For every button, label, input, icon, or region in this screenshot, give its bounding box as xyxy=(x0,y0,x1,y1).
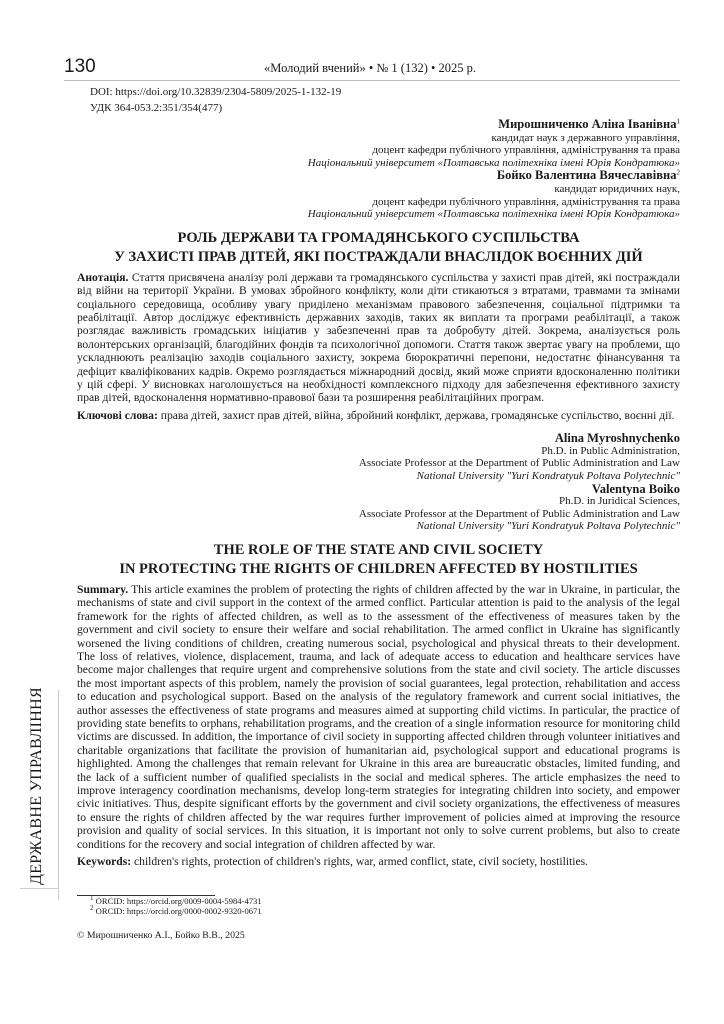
copyright: © Мирошниченко А.І., Бойко В.В., 2025 xyxy=(77,929,245,941)
section-divider xyxy=(58,690,59,900)
footnote[interactable]: $^2$ ORCID: https://orcid.org/0000-0002-9320-0671 xyxy=(90,903,262,916)
summary-en xyxy=(77,583,680,851)
author-name: Бойко Валентина Вячеславівна$^2$ xyxy=(496,168,680,183)
summary-label: Summary. xyxy=(77,582,129,596)
authors-ua xyxy=(77,118,680,221)
journal-header: «Молодий вчений» • № 1 (132) • 2025 р. xyxy=(264,61,476,75)
abstract-text: Стаття присвячена аналізу ролі держави та громадянського суспільства у захисті прав дітей, які постраждали від війни на території України. В умовах збройного конфлікту, коли діти стикаються з втратами, травмами та змінами соціального середовища, особливу увагу приділено механізмам правового забезпечення, соціальної підтримки та реабілітації. Автор досліджує ефективність державних заходів, таких як виплати та програми реабілітації, а також розглядає важливість громадських ініціатив у забезпеченні прав та добробуту дітей. Зокрема, аналізується роль волонтерських організацій, благодійних фондів та психологічної допомоги. Стаття також звертає увагу на проблеми, що ускладнюють реалізацію заходів соціального захисту, зокрема бюрократичні перепони, недостатнє фінансування та дефіцит кваліфікованих кадрів. Окремо розглядається міжнародний досвід, який може сприяти вдосконаленню політики у цій сфері. У висновках наголошується на необхідності комплексного підходу для забезпечення ефективного захисту прав дітей, вдосконалення нормативно-правової бази та розширення реабілітаційних програм. xyxy=(77,270,680,405)
section-divider xyxy=(20,888,58,889)
author-position: доцент кафедри публічного управління, адміністрування та права xyxy=(372,195,680,208)
article-title-en xyxy=(77,541,680,579)
authors-en xyxy=(77,432,680,533)
author-degree: кандидат наук з державного управління, xyxy=(491,131,680,144)
keywords-ua xyxy=(77,409,680,422)
title-line: РОЛЬ ДЕРЖАВИ ТА ГРОМАДЯНСЬКОГО СУСПІЛЬСТВА xyxy=(177,229,580,246)
keywords-text: children's rights, protection of children's rights, war, armed conflict, state, civil society, hostilities. xyxy=(131,855,589,869)
abstract-ua xyxy=(77,271,680,405)
author-degree: Ph.D. in Juridical Sciences, xyxy=(559,495,680,508)
author-degree: Ph.D. in Public Administration, xyxy=(541,444,680,457)
keywords-text: права дітей, захист прав дітей, війна, збройний конфлікт, держава, громадянське суспільство, воєнні дії. xyxy=(157,408,675,422)
author-position: Associate Professor at the Department of Public Administration and Law xyxy=(358,507,680,520)
article-body xyxy=(77,84,680,951)
author-position: Associate Professor at the Department of Public Administration and Law xyxy=(358,457,680,470)
author-affiliation: Національний університет «Полтавська політехніка імені Юрія Кондратюка» xyxy=(307,208,680,221)
title-line: THE ROLE OF THE STATE AND CIVIL SOCIETY xyxy=(213,541,544,558)
author-position: доцент кафедри публічного управління, адміністрування та права xyxy=(372,144,680,157)
author-affiliation: National University "Yuri Kondratyuk Poltava Polytechnic" xyxy=(416,470,680,482)
udk-code: УДК 364-053.2:351/354(477) xyxy=(90,102,223,114)
page-number: 130 xyxy=(64,56,96,77)
title-line: У ЗАХИСТІ ПРАВ ДІТЕЙ, ЯКІ ПОСТРАЖДАЛИ ВНАСЛІДОК ВОЄННИХ ДІЙ xyxy=(114,248,643,265)
keywords-label: Ключові слова: xyxy=(77,408,158,422)
summary-text: This article examines the problem of protecting the rights of children affected by the war in Ukraine, in particular, the mechanisms of state and civil support in the context of the armed conflict. Particular attention is paid to the analysis of the legal framework for the rights of affected children, as well as to the assessment of the effectiveness of measures taken by the government and civil society to ensure their welfare and social rehabilitation. The armed conflict in Ukraine has significantly worsened the living conditions of children, creating numerous social, psychological and physical threats to their development. The loss of relatives, violence, displacement, trauma, and lack of adequate access to education and healthcare services have become major challenges that require urgent and comprehensive solutions from the state and civil society. The article discusses the most important aspects of this problem, namely the provision of social guarantees, legal protection, rehabilitation and access to education and psychological support. Based on the analysis of the regulatory framework and current social initiatives, the author assesses the effectiveness of state programs and measures aimed at supporting child victims. In particular, the practice of providing state benefits to orphans, rehabilitation programs, and the creation of a single information resource for monitoring child victims are discussed. In addition, the importance of civil society in supporting affected children through volunteer initiatives and charitable organizations that facilitate the provision of humanitarian aid, psychological support and educational programs is highlighted. Among the challenges that remain relevant for Ukraine in this area are bureaucratic obstacles, limited funding, and the lack of a sufficient number of qualified specialists in the social and medical spheres. The article emphasizes the need to improve interagency coordination mechanisms, develop long-term strategies for integrating children into society, and empower civic initiatives. Thus, despite significant efforts by the government and civil society organizations, the effectiveness of measures to ensure the rights of children affected by the war requires further improvement of policies aimed at improving the resource provision and quality of social services. In this situation, it is important not only to solve current problems, but also to create conditions for the recovery and social integration of children affected by war. xyxy=(77,582,680,851)
title-line: IN PROTECTING THE RIGHTS OF CHILDREN AFFECTED BY HOSTILITIES xyxy=(119,560,638,577)
author-affiliation: Національний університет «Полтавська політехніка імені Юрія Кондратюка» xyxy=(307,156,680,169)
keywords-en xyxy=(77,855,680,868)
footnote[interactable]: $^1$ ORCID: https://orcid.org/0009-0004-5984-4731 xyxy=(90,893,262,906)
doi-link[interactable]: DOI: https://doi.org/10.32839/2304-5809/2025-1-132-19 xyxy=(90,86,342,98)
keywords-label: Keywords: xyxy=(77,855,132,869)
author-affiliation: National University "Yuri Kondratyuk Poltava Polytechnic" xyxy=(416,520,680,533)
author-name: Мирошниченко Аліна Іванівна$^1$ xyxy=(498,117,680,131)
section-label: ДЕРЖАВНЕ УПРАВЛІННЯ xyxy=(28,687,45,885)
abstract-label: Анотація. xyxy=(77,270,129,284)
author-degree: кандидат юридичних наук, xyxy=(554,182,680,195)
header-divider xyxy=(64,80,680,81)
author-name: Valentyna Boiko xyxy=(591,481,680,496)
author-name: Alina Myroshnychenko xyxy=(554,431,680,446)
article-title-ua xyxy=(77,229,680,267)
